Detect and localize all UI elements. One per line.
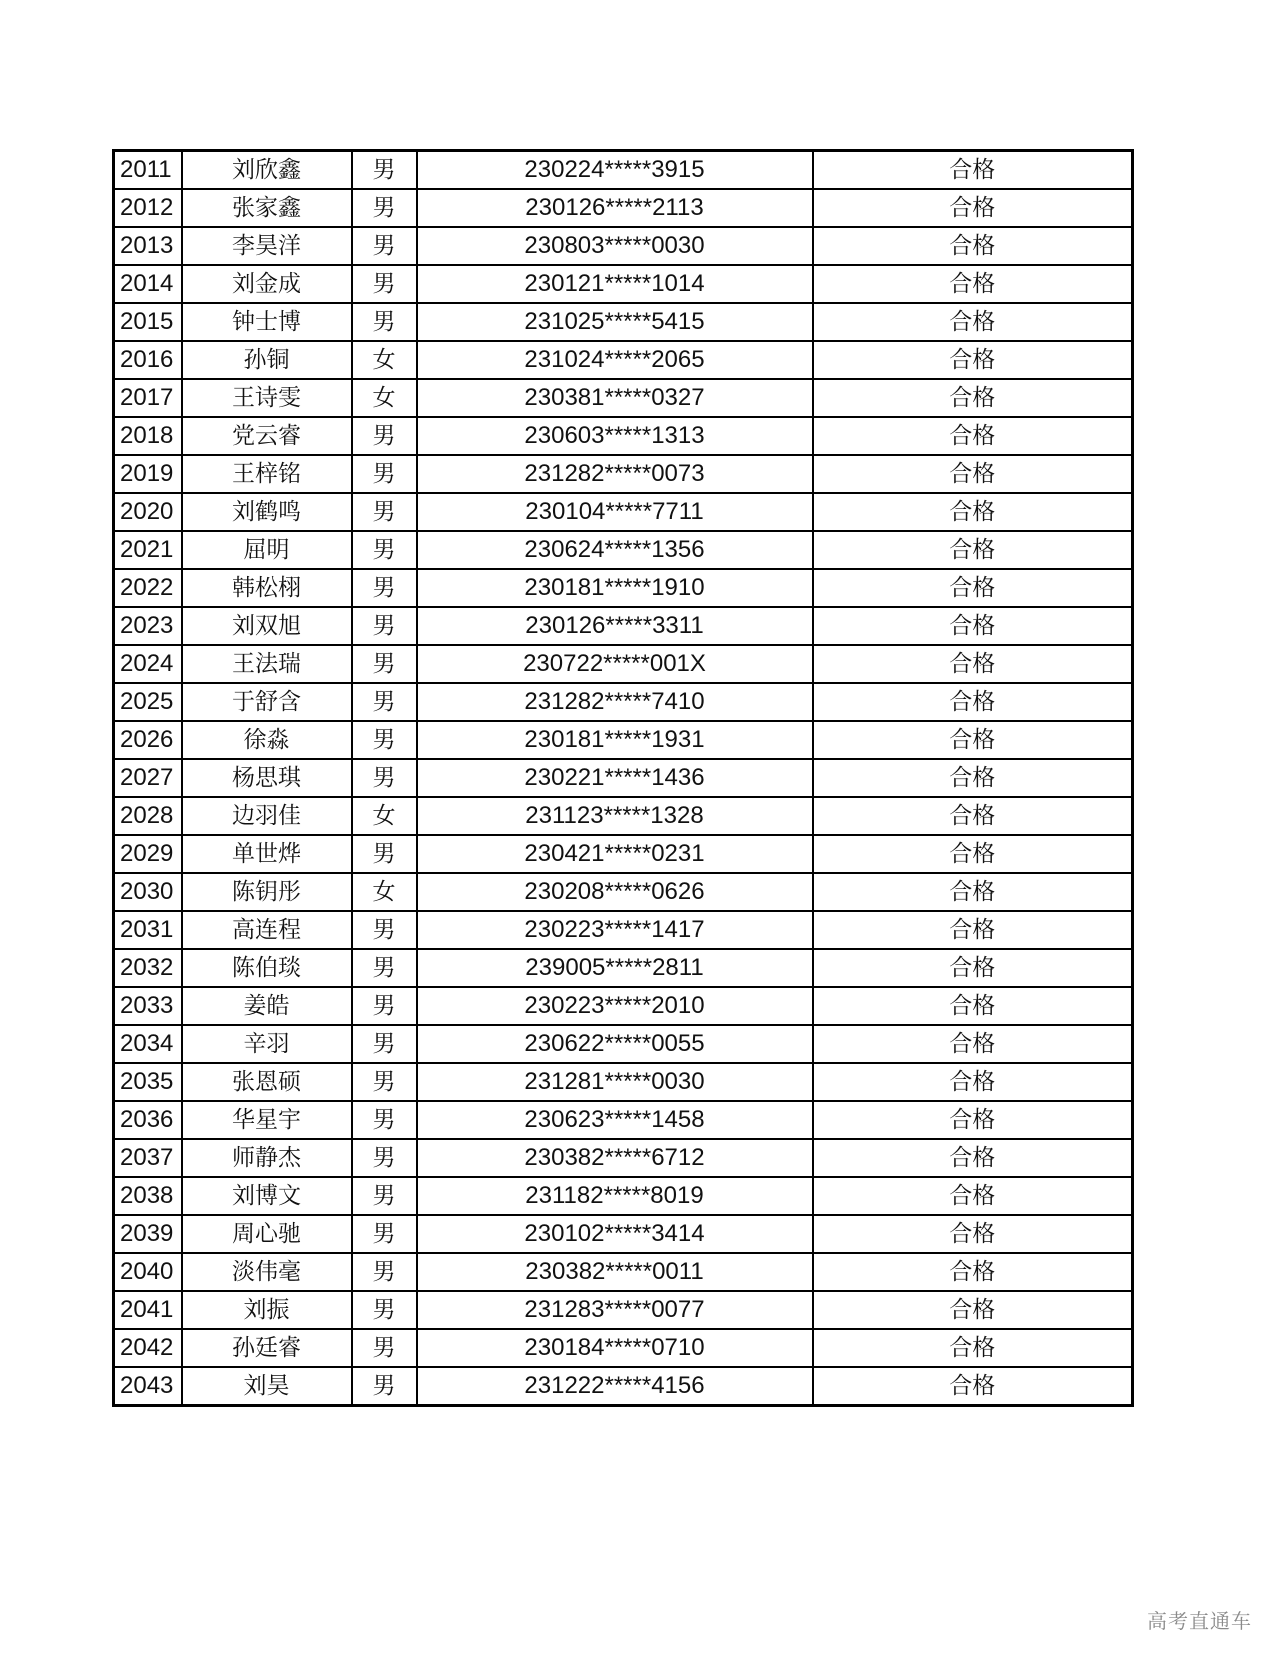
row-number-cell: 2022	[114, 569, 182, 607]
result-cell: 合格	[813, 1215, 1133, 1253]
row-number-cell: 2040	[114, 1253, 182, 1291]
name-cell: 王梓铭	[182, 455, 352, 493]
result-cell: 合格	[813, 1291, 1133, 1329]
id-number-cell: 230102*****3414	[417, 1215, 813, 1253]
table-row	[114, 873, 1133, 911]
table-row	[114, 1101, 1133, 1139]
gender-cell: 男	[352, 683, 417, 721]
gender-cell: 男	[352, 1367, 417, 1406]
result-cell: 合格	[813, 227, 1133, 265]
gender-cell: 女	[352, 797, 417, 835]
result-cell: 合格	[813, 1139, 1133, 1177]
gender-cell: 男	[352, 227, 417, 265]
id-number-cell: 239005*****2811	[417, 949, 813, 987]
name-cell: 李昊洋	[182, 227, 352, 265]
results-table	[112, 149, 1134, 1407]
gender-cell: 女	[352, 873, 417, 911]
gender-cell: 男	[352, 721, 417, 759]
result-cell: 合格	[813, 683, 1133, 721]
name-cell: 张家鑫	[182, 189, 352, 227]
row-number-cell: 2030	[114, 873, 182, 911]
row-number-cell: 2042	[114, 1329, 182, 1367]
table-row	[114, 797, 1133, 835]
table-row	[114, 341, 1133, 379]
gender-cell: 男	[352, 1253, 417, 1291]
table-row	[114, 607, 1133, 645]
table-row	[114, 835, 1133, 873]
result-cell: 合格	[813, 1101, 1133, 1139]
id-number-cell: 231025*****5415	[417, 303, 813, 341]
gender-cell: 男	[352, 303, 417, 341]
gender-cell: 女	[352, 379, 417, 417]
gender-cell: 男	[352, 531, 417, 569]
id-number-cell: 230184*****0710	[417, 1329, 813, 1367]
name-cell: 孙廷睿	[182, 1329, 352, 1367]
id-number-cell: 230181*****1910	[417, 569, 813, 607]
name-cell: 华星宇	[182, 1101, 352, 1139]
id-number-cell: 230722*****001X	[417, 645, 813, 683]
id-number-cell: 230803*****0030	[417, 227, 813, 265]
table-row	[114, 303, 1133, 341]
table-row	[114, 759, 1133, 797]
gender-cell: 男	[352, 455, 417, 493]
table-row	[114, 949, 1133, 987]
result-cell: 合格	[813, 1367, 1133, 1406]
name-cell: 高连程	[182, 911, 352, 949]
row-number-cell: 2034	[114, 1025, 182, 1063]
gender-cell: 男	[352, 417, 417, 455]
gender-cell: 男	[352, 759, 417, 797]
row-number-cell: 2035	[114, 1063, 182, 1101]
table-row	[114, 265, 1133, 303]
id-number-cell: 231281*****0030	[417, 1063, 813, 1101]
row-number-cell: 2017	[114, 379, 182, 417]
result-cell: 合格	[813, 417, 1133, 455]
row-number-cell: 2016	[114, 341, 182, 379]
name-cell: 单世烨	[182, 835, 352, 873]
name-cell: 于舒含	[182, 683, 352, 721]
result-cell: 合格	[813, 265, 1133, 303]
row-number-cell: 2024	[114, 645, 182, 683]
id-number-cell: 230126*****2113	[417, 189, 813, 227]
table-row	[114, 1177, 1133, 1215]
gender-cell: 男	[352, 569, 417, 607]
name-cell: 陈钥彤	[182, 873, 352, 911]
result-cell: 合格	[813, 873, 1133, 911]
row-number-cell: 2014	[114, 265, 182, 303]
name-cell: 杨思琪	[182, 759, 352, 797]
result-cell: 合格	[813, 835, 1133, 873]
id-number-cell: 230181*****1931	[417, 721, 813, 759]
gender-cell: 男	[352, 1215, 417, 1253]
id-number-cell: 231222*****4156	[417, 1367, 813, 1406]
name-cell: 刘欣鑫	[182, 151, 352, 190]
result-cell: 合格	[813, 911, 1133, 949]
name-cell: 刘金成	[182, 265, 352, 303]
row-number-cell: 2015	[114, 303, 182, 341]
table-row	[114, 417, 1133, 455]
result-cell: 合格	[813, 1177, 1133, 1215]
row-number-cell: 2020	[114, 493, 182, 531]
row-number-cell: 2032	[114, 949, 182, 987]
name-cell: 徐淼	[182, 721, 352, 759]
row-number-cell: 2037	[114, 1139, 182, 1177]
gender-cell: 男	[352, 949, 417, 987]
row-number-cell: 2019	[114, 455, 182, 493]
name-cell: 党云睿	[182, 417, 352, 455]
id-number-cell: 230381*****0327	[417, 379, 813, 417]
table-row	[114, 645, 1133, 683]
gender-cell: 男	[352, 1139, 417, 1177]
gender-cell: 男	[352, 265, 417, 303]
name-cell: 刘博文	[182, 1177, 352, 1215]
row-number-cell: 2012	[114, 189, 182, 227]
name-cell: 孙铜	[182, 341, 352, 379]
name-cell: 王法瑞	[182, 645, 352, 683]
id-number-cell: 230223*****1417	[417, 911, 813, 949]
id-number-cell: 230104*****7711	[417, 493, 813, 531]
table-row	[114, 151, 1133, 190]
row-number-cell: 2029	[114, 835, 182, 873]
name-cell: 淡伟毫	[182, 1253, 352, 1291]
table-row	[114, 1291, 1133, 1329]
table-row	[114, 531, 1133, 569]
row-number-cell: 2018	[114, 417, 182, 455]
row-number-cell: 2026	[114, 721, 182, 759]
gender-cell: 男	[352, 1101, 417, 1139]
name-cell: 钟士博	[182, 303, 352, 341]
row-number-cell: 2038	[114, 1177, 182, 1215]
gender-cell: 男	[352, 1025, 417, 1063]
result-cell: 合格	[813, 797, 1133, 835]
result-cell: 合格	[813, 569, 1133, 607]
result-cell: 合格	[813, 949, 1133, 987]
result-cell: 合格	[813, 493, 1133, 531]
result-cell: 合格	[813, 1329, 1133, 1367]
result-cell: 合格	[813, 531, 1133, 569]
gender-cell: 男	[352, 987, 417, 1025]
gender-cell: 男	[352, 1291, 417, 1329]
id-number-cell: 230224*****3915	[417, 151, 813, 190]
result-cell: 合格	[813, 455, 1133, 493]
id-number-cell: 230624*****1356	[417, 531, 813, 569]
table-row	[114, 1063, 1133, 1101]
name-cell: 王诗雯	[182, 379, 352, 417]
id-number-cell: 230382*****6712	[417, 1139, 813, 1177]
row-number-cell: 2039	[114, 1215, 182, 1253]
result-cell: 合格	[813, 1025, 1133, 1063]
name-cell: 刘鹤鸣	[182, 493, 352, 531]
name-cell: 屈明	[182, 531, 352, 569]
result-cell: 合格	[813, 721, 1133, 759]
table-row	[114, 911, 1133, 949]
results-table-body	[114, 151, 1133, 1406]
gender-cell: 男	[352, 1063, 417, 1101]
id-number-cell: 230126*****3311	[417, 607, 813, 645]
table-row	[114, 1329, 1133, 1367]
name-cell: 周心驰	[182, 1215, 352, 1253]
table-row	[114, 987, 1133, 1025]
id-number-cell: 231282*****0073	[417, 455, 813, 493]
result-cell: 合格	[813, 151, 1133, 190]
name-cell: 张恩硕	[182, 1063, 352, 1101]
gender-cell: 男	[352, 607, 417, 645]
table-row	[114, 683, 1133, 721]
table-row	[114, 1367, 1133, 1406]
result-cell: 合格	[813, 303, 1133, 341]
gender-cell: 男	[352, 151, 417, 190]
table-row	[114, 569, 1133, 607]
table-row	[114, 493, 1133, 531]
table-row	[114, 1025, 1133, 1063]
id-number-cell: 231182*****8019	[417, 1177, 813, 1215]
row-number-cell: 2041	[114, 1291, 182, 1329]
table-row	[114, 721, 1133, 759]
table-row	[114, 379, 1133, 417]
result-cell: 合格	[813, 987, 1133, 1025]
result-cell: 合格	[813, 341, 1133, 379]
name-cell: 姜皓	[182, 987, 352, 1025]
name-cell: 韩松栩	[182, 569, 352, 607]
gender-cell: 男	[352, 189, 417, 227]
row-number-cell: 2023	[114, 607, 182, 645]
row-number-cell: 2031	[114, 911, 182, 949]
name-cell: 辛羽	[182, 1025, 352, 1063]
table-row	[114, 1139, 1133, 1177]
id-number-cell: 230421*****0231	[417, 835, 813, 873]
result-cell: 合格	[813, 379, 1133, 417]
gender-cell: 男	[352, 911, 417, 949]
watermark-text: 高考直通车	[1147, 1609, 1252, 1633]
result-cell: 合格	[813, 607, 1133, 645]
id-number-cell: 230221*****1436	[417, 759, 813, 797]
row-number-cell: 2033	[114, 987, 182, 1025]
gender-cell: 男	[352, 493, 417, 531]
name-cell: 陈伯琰	[182, 949, 352, 987]
table-row	[114, 455, 1133, 493]
row-number-cell: 2025	[114, 683, 182, 721]
result-cell: 合格	[813, 1063, 1133, 1101]
row-number-cell: 2027	[114, 759, 182, 797]
name-cell: 师静杰	[182, 1139, 352, 1177]
gender-cell: 女	[352, 341, 417, 379]
row-number-cell: 2043	[114, 1367, 182, 1406]
id-number-cell: 231283*****0077	[417, 1291, 813, 1329]
table-row	[114, 189, 1133, 227]
name-cell: 刘振	[182, 1291, 352, 1329]
table-row	[114, 1215, 1133, 1253]
table-row	[114, 227, 1133, 265]
table-row	[114, 1253, 1133, 1291]
id-number-cell: 230121*****1014	[417, 265, 813, 303]
gender-cell: 男	[352, 835, 417, 873]
row-number-cell: 2021	[114, 531, 182, 569]
id-number-cell: 230622*****0055	[417, 1025, 813, 1063]
id-number-cell: 230623*****1458	[417, 1101, 813, 1139]
row-number-cell: 2036	[114, 1101, 182, 1139]
row-number-cell: 2028	[114, 797, 182, 835]
result-cell: 合格	[813, 1253, 1133, 1291]
id-number-cell: 230382*****0011	[417, 1253, 813, 1291]
name-cell: 刘昊	[182, 1367, 352, 1406]
result-cell: 合格	[813, 645, 1133, 683]
id-number-cell: 230603*****1313	[417, 417, 813, 455]
name-cell: 边羽佳	[182, 797, 352, 835]
row-number-cell: 2013	[114, 227, 182, 265]
name-cell: 刘双旭	[182, 607, 352, 645]
gender-cell: 男	[352, 1177, 417, 1215]
id-number-cell: 231024*****2065	[417, 341, 813, 379]
id-number-cell: 231282*****7410	[417, 683, 813, 721]
gender-cell: 男	[352, 645, 417, 683]
result-cell: 合格	[813, 189, 1133, 227]
id-number-cell: 230223*****2010	[417, 987, 813, 1025]
id-number-cell: 231123*****1328	[417, 797, 813, 835]
result-cell: 合格	[813, 759, 1133, 797]
id-number-cell: 230208*****0626	[417, 873, 813, 911]
row-number-cell: 2011	[114, 151, 182, 190]
gender-cell: 男	[352, 1329, 417, 1367]
